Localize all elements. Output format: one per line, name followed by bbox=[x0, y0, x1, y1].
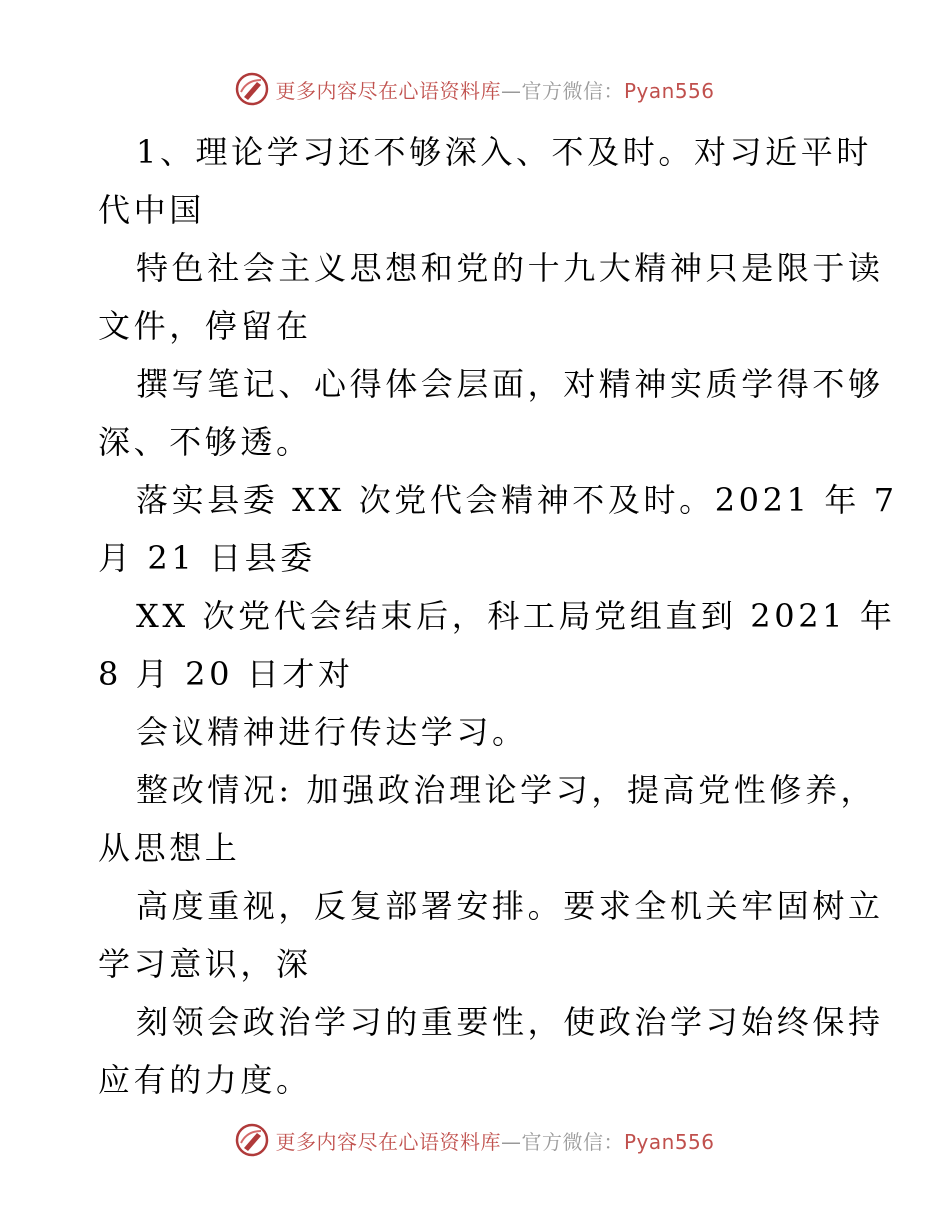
pen-logo-icon bbox=[235, 72, 269, 106]
document-body bbox=[98, 123, 898, 1109]
paragraph: 刻领会政治学习的重要性，使政治学习始终保持 应有的力度。 bbox=[98, 1003, 884, 1099]
paragraph: 特色社会主义思想和党的十九大精神只是限于读 文件，停留在 bbox=[98, 249, 884, 345]
paragraph: 撰写笔记、心得体会层面，对精神实质学得不够 深、不够透。 bbox=[98, 365, 884, 461]
banner-text: 更多内容尽在心语资料库—官方微信：Pyan556 bbox=[275, 78, 715, 103]
paragraph: 整改情况: 加强政治理论学习，提高党性修养， 从思想上 bbox=[98, 771, 877, 867]
footer-banner bbox=[0, 1123, 950, 1157]
paragraph: 落实县委 XX 次党代会精神不及时。2021 年 7 月 21 日县委 bbox=[98, 481, 898, 577]
paragraph: XX 次党代会结束后，科工局党组直到 2021 年 8 月 20 日才对 bbox=[98, 597, 896, 693]
paragraph: 会议精神进行传达学习。 bbox=[136, 713, 528, 751]
header-banner bbox=[0, 72, 950, 106]
paragraph: 1、理论学习还不够深入、不及时。对习近平时 代中国 bbox=[98, 133, 872, 229]
paragraph: 高度重视，反复部署安排。要求全机关牢固树立 学习意识，深 bbox=[98, 887, 884, 983]
pen-logo-icon bbox=[235, 1123, 269, 1157]
banner-text: 更多内容尽在心语资料库—官方微信：Pyan556 bbox=[275, 1129, 715, 1154]
